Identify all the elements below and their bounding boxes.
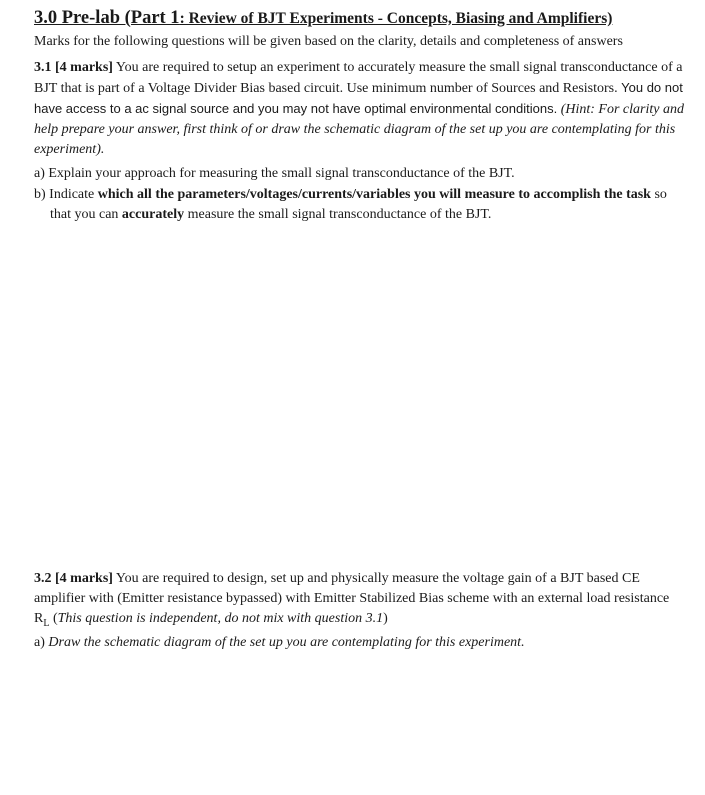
part-b-prefix: b) Indicate	[34, 187, 98, 202]
question-3-1	[34, 58, 684, 160]
question-3-2-part-a	[34, 633, 684, 653]
part-b-bold-2: accurately	[121, 207, 185, 222]
part-a-label: a)	[34, 635, 49, 650]
question-3-2-number: 3.2 [4 marks]	[34, 571, 113, 586]
part-b-mid: so that you can	[50, 187, 667, 222]
note-close: )	[383, 611, 388, 626]
page-title	[34, 6, 684, 30]
heading-prefix: 3.0 Pre-lab (Part 1	[34, 8, 180, 28]
load-resistance-subscript: L	[43, 617, 50, 629]
question-3-1-constraint: You do not have access to a ac signal source and you may not have optimal environmental conditions.	[34, 80, 683, 116]
part-b-bold-1: which all the parameters/voltages/currents/variables you will measure to accomplish the task	[97, 187, 651, 202]
section-3-2	[34, 569, 684, 653]
question-3-1-hint: (Hint: For clarity and help prepare your answer, first think of or draw the schematic diagram of the set up you are contemplating for this experiment).	[34, 102, 684, 157]
marks-intro: Marks for the following questions will be given based on the clarity, details and completeness of answers	[34, 34, 623, 49]
question-3-2-note: This question is independent, do not mix with question 3.1	[57, 611, 384, 626]
question-3-1-part-b	[34, 185, 684, 225]
question-3-2-text: You are required to design, set up and physically measure the voltage gain of a BJT based CE amplifier with (Emitter resistance bypassed) with Emitter Stabilized Bias scheme with an external load resistance R	[34, 571, 670, 626]
question-3-1-text: You are required to setup an experiment to accurately measure the small signal transconductance of a BJT that is part of a Voltage Divider Bias based circuit. Use minimum number of Sources and Resistors.	[34, 60, 683, 96]
note-open: (	[49, 611, 58, 626]
question-3-1-number: 3.1 [4 marks]	[34, 60, 113, 75]
part-a-text: Draw the schematic diagram of the set up you are contemplating for this experiment.	[48, 635, 525, 650]
heading-suffix: : Review of BJT Experiments - Concepts, Biasing and Amplifiers)	[179, 10, 613, 27]
question-3-2	[34, 569, 684, 629]
part-b-suffix: measure the small signal transconductance of the BJT.	[184, 207, 492, 222]
section-3-1	[34, 6, 684, 225]
question-3-1-part-a: a) Explain your approach for measuring the small signal transconductance of the BJT.	[34, 166, 515, 181]
